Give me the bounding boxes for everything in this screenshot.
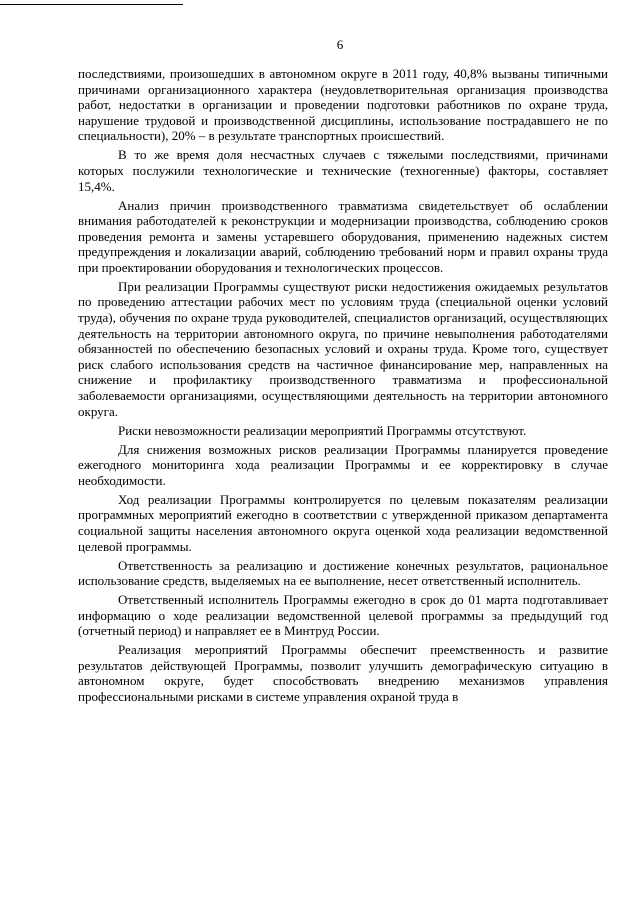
paragraph-risk-mitigation: Для снижения возможных рисков реализации Программы планируется проведение ежегодного мониторинга хода реализации Программы и ее корректировку в случае необходимости. (78, 441, 608, 488)
header-rule (0, 4, 183, 5)
paragraph-injury-causes-analysis: Анализ причин производственного травматизма свидетельствует об ослаблении внимания работодателей к реконструкции и модернизации производства, соблюдению сроков проведения ремонта и замены устаревшего оборудования, применению надежных систем предупреждения и локализации аварий, соблюдению требований норм и правил охраны труда при проектировании оборудования и технологических процессов. (78, 197, 608, 275)
paragraph-continued: последствиями, произошедших в автономном округе в 2011 году, 40,8% вызваны типичными причинами организационного характера (неудовлетворительная организация производства работ, недостатки в организации и проведении подготовки работников по охране труда, нарушение трудовой и производственной дисциплины, использование пострадавшего не по специальности), 20% – в результате транспортных происшествий. (78, 66, 608, 144)
paragraph-program-risks: При реализации Программы существуют риски недостижения ожидаемых результатов по проведению аттестации рабочих мест по условиям труда (специальной оценки условий труда), обучения по охране труда руководителей, специалистов организаций, осуществляющих деятельность на территории автономного округа, по причине невыполнения работодателями обязанностей по обеспечению безопасных условий и охраны труда. Кроме того, существует риск слабого использования средств на частичное финансирование мер, направленных на снижение и профилактику производственного травматизма и профессиональной заболеваемости организациями, осуществляющими деятельность на территории автономного округа. (78, 278, 608, 419)
paragraph-progress-control: Ход реализации Программы контролируется по целевым показателям реализации программных мероприятий ежегодно в соответствии с утвержденной приказом департамента социальной защиты населения автономного округа оценкой хода реализации ведомственной целевой программы. (78, 491, 608, 554)
page-number: 6 (336, 37, 344, 52)
paragraph-severe-accidents-share: В то же время доля несчастных случаев с тяжелыми последствиями, причинами которых послужили технологические и технические (техногенные) факторы, составляет 15,4%. (78, 147, 608, 194)
paragraph-no-impossibility-risks: Риски невозможности реализации мероприятий Программы отсутствуют. (118, 422, 527, 438)
paragraph-responsibility: Ответственность за реализацию и достижение конечных результатов, рациональное использование средств, выделяемых на ее выполнение, несет ответственный исполнитель. (78, 557, 608, 589)
document-body (78, 66, 608, 708)
paragraph-program-outcomes: Реализация мероприятий Программы обеспечит преемственность и развитие результатов действующей Программы, позволит улучшить демографическую ситуацию в автономном округе, будет способствовать внедрению механизмов управления профессиональными рисками в системе управления охраной труда в (78, 642, 608, 705)
paragraph-annual-reporting: Ответственный исполнитель Программы ежегодно в срок до 01 марта подготавливает информацию о ходе реализации ведомственной целевой программы за предыдущий год (отчетный период) и направляет ее в Минтруд России. (78, 592, 608, 639)
